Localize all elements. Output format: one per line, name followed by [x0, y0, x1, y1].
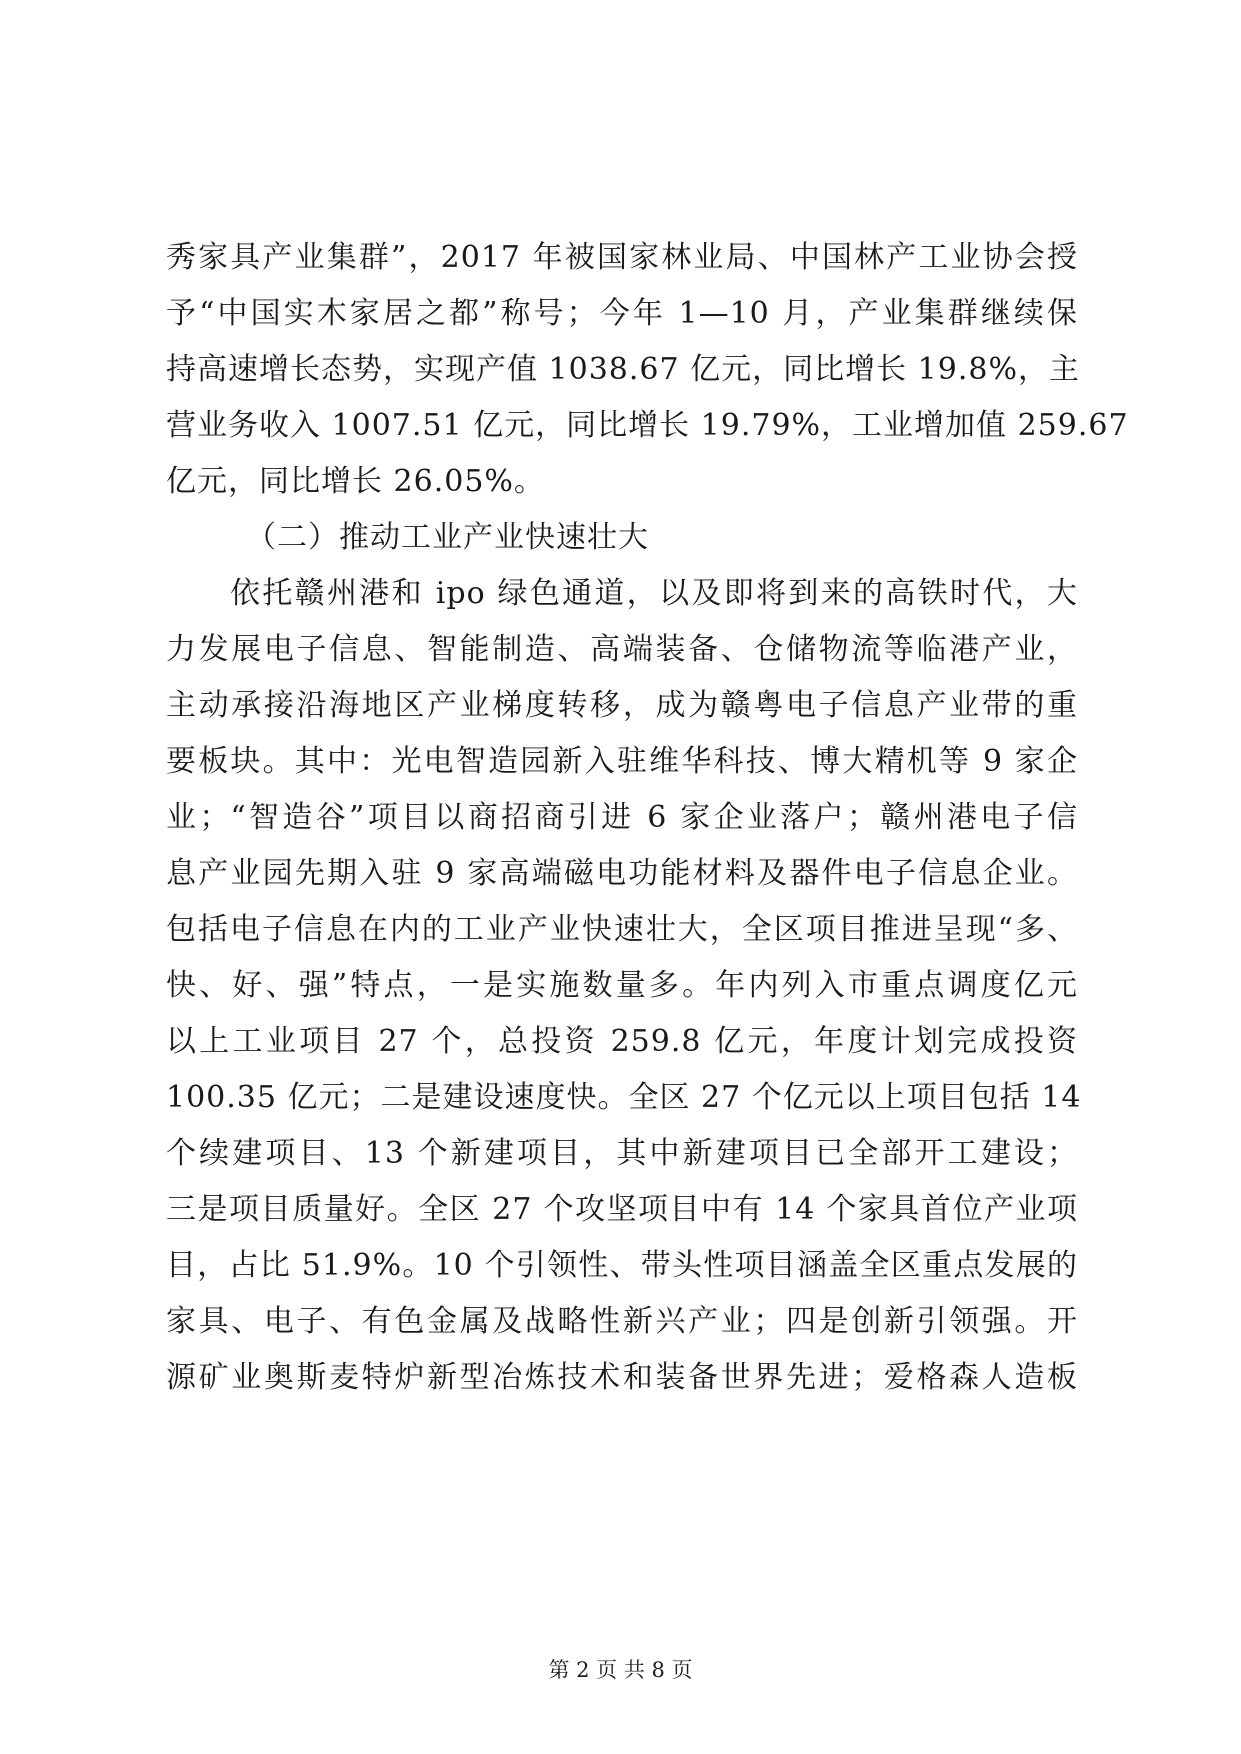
paragraph-line: 息产业园先期入驻 9 家高端磁电功能材料及器件电子信息企业。	[166, 856, 1078, 891]
paragraph-line: 秀家具产业集群”，2017 年被国家林业局、中国林产工业协会授	[166, 240, 1078, 275]
paragraph-line: 亿元，同比增长 26.05%。	[166, 464, 545, 499]
paragraph-line: 予“中国实木家居之都”称号；今年 1—10 月，产业集群继续保	[166, 296, 1078, 331]
paragraph-line: 力发展电子信息、智能制造、高端装备、仓储物流等临港产业，	[166, 632, 1078, 667]
paragraph-line: 包括电子信息在内的工业产业快速壮大，全区项目推进呈现“多、	[166, 912, 1078, 947]
body-text	[166, 230, 1129, 1406]
paragraph-line: 快、好、强”特点，一是实施数量多。年内列入市重点调度亿元	[166, 968, 1078, 1003]
paragraph-line: 源矿业奥斯麦特炉新型冶炼技术和装备世界先进；爱格森人造板	[166, 1360, 1078, 1395]
paragraph-line: 个续建项目、13 个新建项目，其中新建项目已全部开工建设；	[166, 1136, 1078, 1171]
paragraph-line: 主动承接沿海地区产业梯度转移，成为赣粤电子信息产业带的重	[166, 688, 1078, 723]
paragraph-line: 家具、电子、有色金属及战略性新兴产业；四是创新引领强。开	[166, 1304, 1078, 1339]
section-heading: （二）推动工业产业快速壮大	[246, 520, 649, 555]
paragraph-line: 持高速增长态势，实现产值 1038.67 亿元，同比增长 19.8%，主	[166, 352, 1080, 387]
paragraph-line: 业；“智造谷”项目以商招商引进 6 家企业落户；赣州港电子信	[166, 800, 1078, 835]
paragraph-line: 目，占比 51.9%。10 个引领性、带头性项目涵盖全区重点发展的	[166, 1248, 1078, 1283]
paragraph-line: 100.35 亿元；二是建设速度快。全区 27 个亿元以上项目包括 14	[166, 1080, 1082, 1115]
paragraph-line: 营业务收入 1007.51 亿元，同比增长 19.79%，工业增加值 259.67	[166, 408, 1129, 443]
paragraph-line: 要板块。其中：光电智造园新入驻维华科技、博大精机等 9 家企	[166, 744, 1078, 779]
paragraph-line: 三是项目质量好。全区 27 个攻坚项目中有 14 个家具首位产业项	[166, 1192, 1078, 1227]
paragraph-line: 以上工业项目 27 个，总投资 259.8 亿元，年度计划完成投资	[166, 1024, 1078, 1059]
page-number-footer: 第 2 页 共 8 页	[548, 1658, 693, 1682]
paragraph-line: 依托赣州港和 ipo 绿色通道，以及即将到来的高铁时代，大	[230, 576, 1078, 611]
